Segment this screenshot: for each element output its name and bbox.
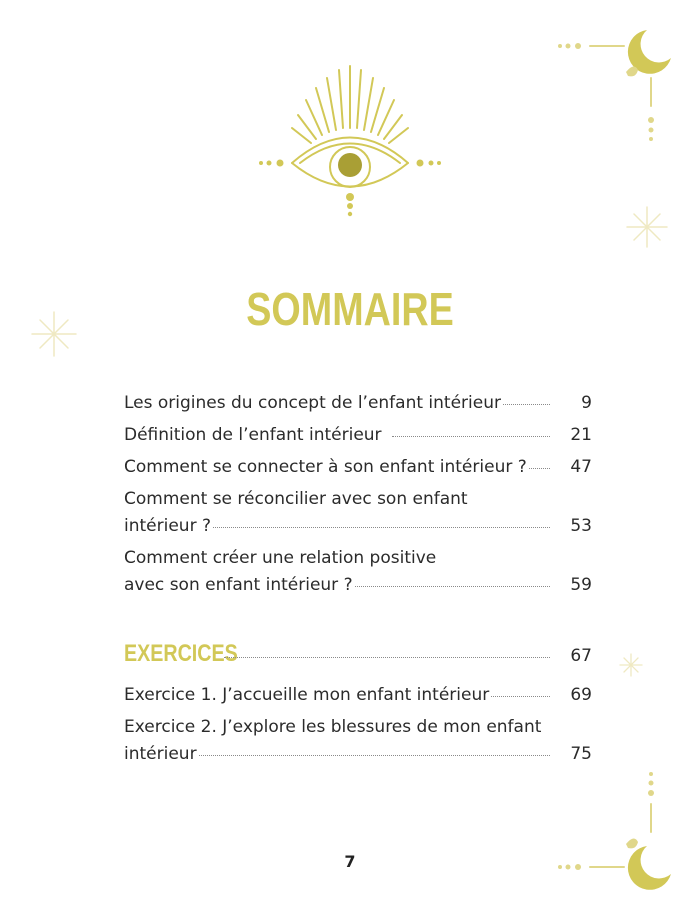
toc-entry-page: 69 xyxy=(570,685,592,705)
toc-entry-page: 59 xyxy=(570,575,592,595)
toc-entry[interactable] xyxy=(124,422,592,449)
toc-section-heading[interactable] xyxy=(124,640,592,670)
exercises-section xyxy=(124,640,592,768)
crescent-moon-icon xyxy=(554,770,684,900)
eye-icon xyxy=(255,60,445,220)
toc-entry[interactable] xyxy=(124,545,592,599)
sparkle-star-icon xyxy=(624,204,670,250)
toc-entry[interactable] xyxy=(124,682,592,709)
toc-entry[interactable] xyxy=(124,390,592,417)
dot-leader xyxy=(503,404,550,405)
toc-entry-page: 67 xyxy=(570,646,592,666)
dot-leader xyxy=(491,696,550,697)
toc-entry-page: 21 xyxy=(570,425,592,445)
toc-entry-title: Comment se réconcilier avec son enfant xyxy=(124,489,468,509)
toc-entry-title: Définition de l’enfant intérieur xyxy=(124,425,382,445)
toc-entry-title-continued: intérieur xyxy=(124,744,197,764)
toc-entry[interactable] xyxy=(124,714,592,768)
section-title: EXERCICES xyxy=(124,640,238,667)
toc-entry-title: Les origines du concept de l’enfant intérieur xyxy=(124,393,501,413)
toc-entry-title: Comment créer une relation positive xyxy=(124,548,437,568)
toc-entry-page: 53 xyxy=(570,516,592,536)
toc-entry[interactable] xyxy=(124,454,592,481)
toc-entry-title: Exercice 1. J’accueille mon enfant intérieur xyxy=(124,685,490,705)
toc-entry[interactable] xyxy=(124,486,592,540)
toc-entry-title-continued: intérieur ? xyxy=(124,516,211,536)
dot-leader xyxy=(213,527,550,528)
dot-leader xyxy=(392,436,550,437)
table-of-contents xyxy=(124,390,592,599)
sparkle-star-icon xyxy=(618,652,644,678)
page-number: 7 xyxy=(344,852,356,871)
page-title: SOMMAIRE xyxy=(246,283,454,335)
dot-leader xyxy=(529,468,550,469)
dot-leader xyxy=(224,657,550,658)
crescent-moon-icon xyxy=(554,24,684,148)
toc-entry-title: Exercice 2. J’explore les blessures de mon enfant xyxy=(124,717,542,737)
toc-entry-page: 9 xyxy=(581,393,592,413)
toc-entry-page: 47 xyxy=(570,457,592,477)
toc-entry-title-continued: avec son enfant intérieur ? xyxy=(124,575,353,595)
toc-entry-title: Comment se connecter à son enfant intérieur ? xyxy=(124,457,527,477)
toc-entry-page: 75 xyxy=(570,744,592,764)
dot-leader xyxy=(355,586,550,587)
dot-leader xyxy=(199,755,550,756)
